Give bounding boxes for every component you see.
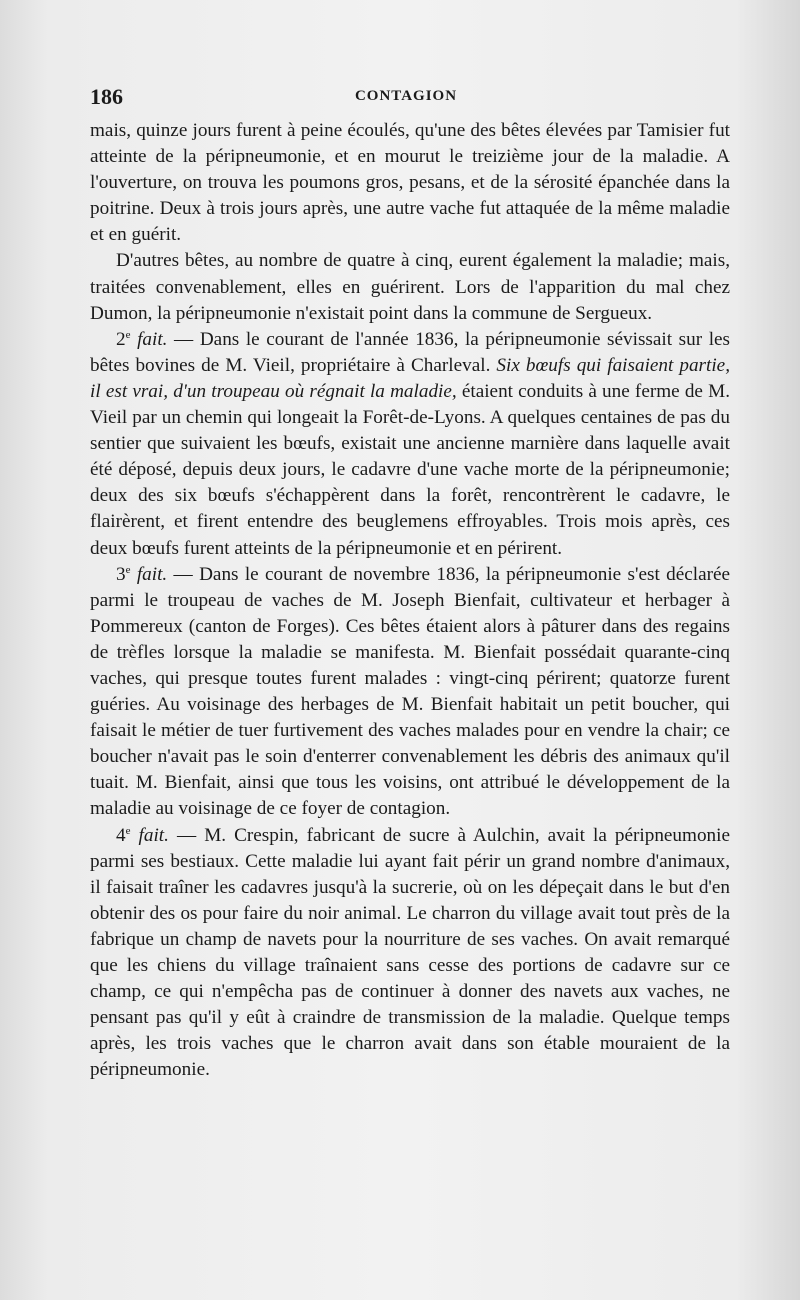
fait-text: — Dans le courant de novembre 1836, la péripneumonie s'est déclarée parmi le troupeau de vaches de M. Joseph Bienfait, cultivateur et herbager à Pommereux (canton de Forges). Ces bêtes étaient alors à pâturer dans des regains de trèfles lorsque la maladie se manifesta. M. Bienfait possédait quarante-cinq vaches, qui presque toutes furent malades : vingt-cinq périrent; quatorze furent guéries. Au voisinage des herbages de M. Bienfait habitait un petit boucher, qui faisait le métier de tuer furtivement des vaches malades pour en vendre la chair; ce boucher n'avait pas le soin d'enterrer convenablement les débris des animaux qu'il tuait. M. Bienfait, ainsi que tous les voisins, ont attribué le développement de la maladie au voisinage de ce foyer de contagion.	[90, 563, 731, 820]
fait-label: fait.	[137, 328, 168, 350]
fait-text-continued: étaient conduits à une ferme de M. Vieil par un chemin qui longeait la Forêt-de-Lyons. A quelques centaines de pas du sentier que suivaient les bœufs, existait une ancienne marnière dans laquelle avait été déposé, depuis deux jours, le cadavre d'une vache morte de la péripneumonie; deux des six bœufs s'échappèrent dans la forêt, rencontrèrent le cadavre, le flairèrent, et firent entendre des beuglemens effroyables. Trois mois après, ces deux bœufs furent atteints de la péripneumonie et en périrent.	[90, 380, 730, 559]
fait-label: fait.	[138, 824, 169, 846]
fait-text: — Dans le courant de l'année 1836, la péripneumonie sévissait sur les bêtes bovines de M. Vieil, propriétaire à Charleval.	[90, 328, 731, 376]
ordinal: 4	[116, 824, 126, 846]
page-header	[90, 84, 722, 114]
ordinal: 2	[116, 328, 126, 350]
fait-italic-text: Six bœufs qui faisaient partie, il est vrai, d'un troupeau où régnait la maladie,	[90, 354, 730, 402]
paragraph-fait-3	[90, 562, 730, 823]
fait-text: — M. Crespin, fabricant de sucre à Aulchin, avait la péripneumonie parmi ses bestiaux. Cette maladie lui ayant fait périr un grand nombre d'animaux, il faisait traîner les cadavres jusqu'à la sucrerie, où on les dépeçait dans le but d'en obtenir des os pour faire du noir animal. Le charron du village avait tout près de la fabrique un champ de navets pour la nourriture de ses vaches. On avait remarqué que les chiens du village traînaient sans cesse des portions de cadavre sur ce champ, ce qui n'empêcha pas de continuer à donner des navets aux vaches, ne pensant pas qu'il y eût à craindre de transmission de la maladie. Quelque temps après, les trois vaches que le charron avait dans son étable mouraient de la péripneumonie.	[90, 824, 730, 1081]
body-text	[90, 118, 730, 1083]
ordinal-suffix: e	[125, 563, 131, 576]
ordinal-suffix: e	[125, 824, 131, 837]
paragraph-fait-2	[90, 327, 730, 562]
paragraph-continuation: mais, quinze jours furent à peine écoulés, qu'une des bêtes élevées par Tamisier fut atteinte de la péripneumonie, et en mourut le treizième jour de la maladie. A l'ouverture, on trouva les poumons gros, pesans, et de la sérosité épanchée dans la poitrine. Deux à trois jours après, une autre vache fut attaquée de la même maladie et en guérit.	[90, 120, 730, 246]
ordinal-suffix: e	[125, 328, 131, 341]
ordinal: 3	[116, 563, 126, 585]
paragraph-fait-4	[90, 823, 730, 1084]
fait-label: fait.	[136, 563, 168, 585]
page-number: 186	[90, 84, 123, 109]
paragraph-other-animals: D'autres bêtes, au nombre de quatre à cinq, eurent également la maladie; mais, traitées convenablement, elles en guérirent. Lors de l'apparition du mal chez Dumon, la péripneumonie n'existait point dans la commune de Sergueux.	[90, 250, 730, 324]
running-title: CONTAGION	[354, 88, 458, 104]
